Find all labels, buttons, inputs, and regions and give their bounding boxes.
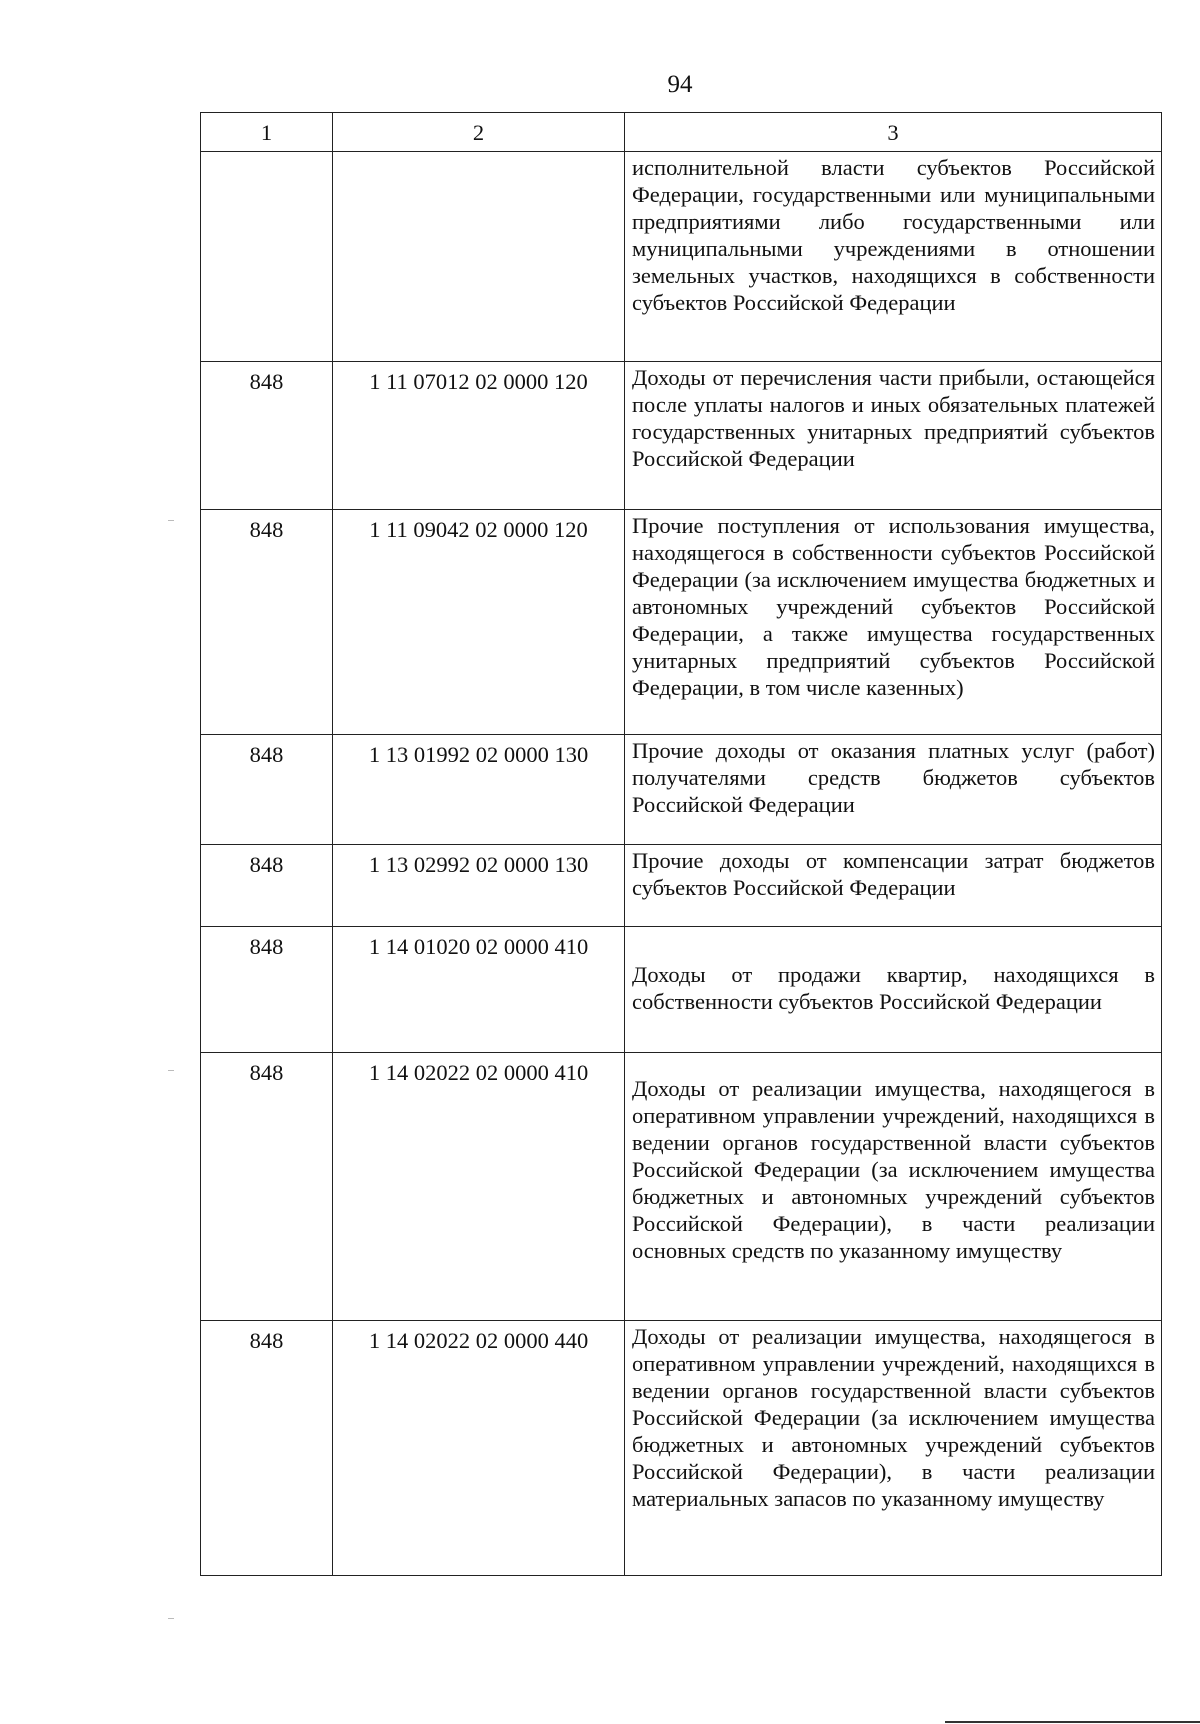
table-row — [201, 1053, 1162, 1321]
revenue-code-cell: 1 14 02022 02 0000 440 — [333, 1321, 625, 1576]
scan-margin-mark — [168, 1070, 174, 1071]
table-row — [201, 735, 1162, 845]
description-cell: Доходы от перечисления части прибыли, остающейся после уплаты налогов и иных обязательных платежей государственных унитарных предприятий субъектов Российской Федерации — [625, 362, 1162, 510]
revenue-code-cell — [333, 152, 625, 362]
revenue-code-cell: 1 14 01020 02 0000 410 — [333, 927, 625, 1053]
admin-code-cell: 848 — [201, 510, 333, 735]
admin-code-cell: 848 — [201, 1053, 333, 1321]
table-row — [201, 362, 1162, 510]
description-cell: Прочие поступления от использования имущества, находящегося в собственности субъектов Российской Федерации (за исключением имущества бюджетных и автономных учреждений субъектов Российской Федерации, а также имущества государственных унитарных предприятий субъектов Российской Федерации, в том числе казенных) — [625, 510, 1162, 735]
table-row — [201, 152, 1162, 362]
revenue-code-cell: 1 14 02022 02 0000 410 — [333, 1053, 625, 1321]
table-row — [201, 510, 1162, 735]
revenue-code-cell: 1 13 01992 02 0000 130 — [333, 735, 625, 845]
description-cell: Прочие доходы от компенсации затрат бюджетов субъектов Российской Федерации — [625, 845, 1162, 927]
admin-code-cell — [201, 152, 333, 362]
column-header-3: 3 — [625, 113, 1162, 152]
page-number: 94 — [667, 71, 693, 98]
description-cell: Прочие доходы от оказания платных услуг (работ) получателями средств бюджетов субъектов Российской Федерации — [625, 735, 1162, 845]
table-row — [201, 927, 1162, 1053]
scan-margin-mark — [168, 1618, 174, 1619]
description-cell: Доходы от продажи квартир, находящихся в собственности субъектов Российской Федерации — [625, 927, 1162, 1053]
description-cell: Доходы от реализации имущества, находящегося в оперативном управлении учреждений, находящихся в ведении органов государственной власти субъектов Российской Федерации (за исключением имущества бюджетных и автономных учреждений субъектов Российской Федерации), в части реализации основных средств по указанному имуществу — [625, 1053, 1162, 1321]
column-header-1: 1 — [201, 113, 333, 152]
table-header-row — [201, 113, 1162, 152]
table-row — [201, 1321, 1162, 1576]
admin-code-cell: 848 — [201, 1321, 333, 1576]
scan-edge-line — [945, 1721, 1200, 1723]
revenue-code-cell: 1 11 09042 02 0000 120 — [333, 510, 625, 735]
admin-code-cell: 848 — [201, 362, 333, 510]
table-row — [201, 845, 1162, 927]
revenue-code-cell: 1 13 02992 02 0000 130 — [333, 845, 625, 927]
admin-code-cell: 848 — [201, 735, 333, 845]
admin-code-cell: 848 — [201, 927, 333, 1053]
column-header-2: 2 — [333, 113, 625, 152]
description-cell: Доходы от реализации имущества, находящегося в оперативном управлении учреждений, находящихся в ведении органов государственной власти субъектов Российской Федерации (за исключением имущества бюджетных и автономных учреждений субъектов Российской Федерации), в части реализации материальных запасов по указанному имуществу — [625, 1321, 1162, 1576]
scan-margin-mark — [168, 520, 174, 521]
revenue-codes-table — [200, 112, 1162, 1576]
description-cell: исполнительной власти субъектов Российской Федерации, государственными или муниципальными предприятиями либо государственными или муниципальными учреждениями в отношении земельных участков, находящихся в собственности субъектов Российской Федерации — [625, 152, 1162, 362]
revenue-code-cell: 1 11 07012 02 0000 120 — [333, 362, 625, 510]
admin-code-cell: 848 — [201, 845, 333, 927]
